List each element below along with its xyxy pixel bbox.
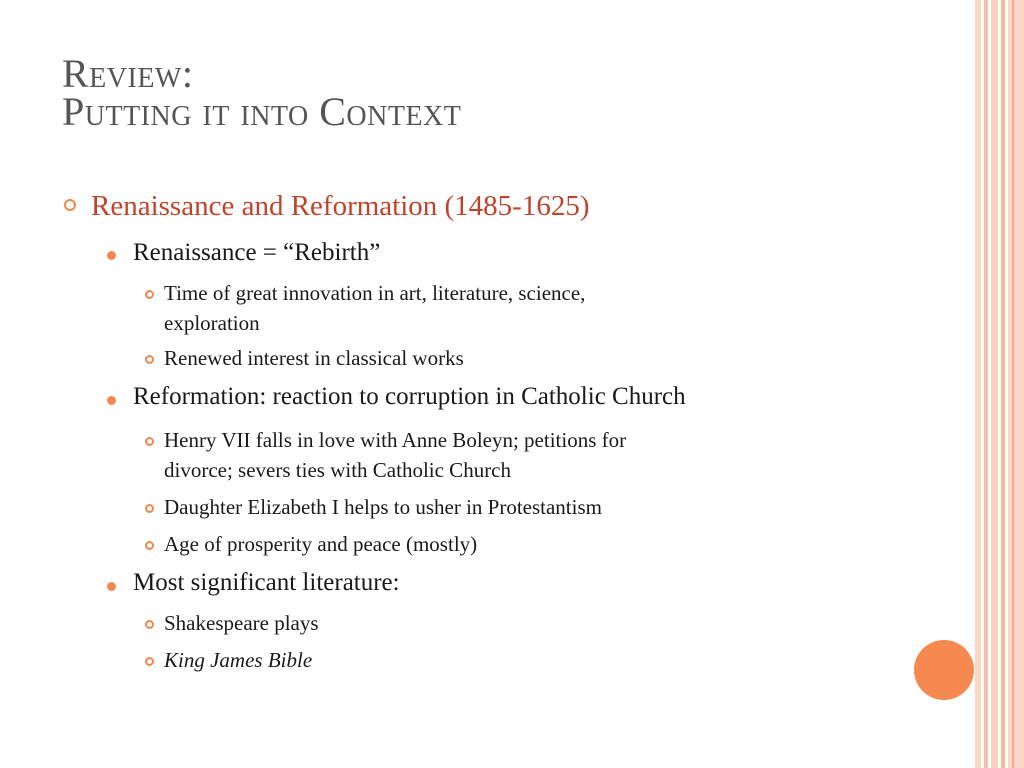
title-line-2: Putting it into Context: [62, 89, 462, 134]
sub-bullet: Time of great innovation in art, literature, science,: [164, 281, 586, 305]
ring-bullet-icon: [145, 657, 154, 666]
ring-bullet-icon: [145, 620, 154, 629]
ring-bullet-icon: [145, 504, 154, 513]
ring-bullet-icon: [145, 437, 154, 446]
ring-bullet-icon: [145, 541, 154, 550]
ring-bullet-icon: [145, 290, 154, 299]
bullet-literature: Most significant literature:: [133, 569, 400, 596]
section-heading: Renaissance and Reformation (1485-1625): [91, 190, 590, 222]
sub-bullet: Henry VII falls in love with Anne Boleyn; petitions for: [164, 428, 627, 452]
ring-bullet-icon: [145, 355, 154, 364]
sub-bullet: Daughter Elizabeth I helps to usher in Protestantism: [164, 495, 602, 519]
title-line-1: Review:: [62, 51, 194, 96]
dot-bullet-icon: [107, 582, 116, 591]
dot-bullet-icon: [107, 396, 116, 405]
ring-bullet-icon: [64, 199, 76, 211]
sub-bullet-continuation: divorce; severs ties with Catholic Church: [164, 458, 512, 482]
bullet-renaissance: Renaissance = “Rebirth”: [133, 239, 381, 266]
dot-bullet-icon: [107, 251, 116, 260]
bullet-reformation: Reformation: reaction to corruption in Catholic Church: [133, 383, 686, 410]
sub-bullet: Shakespeare plays: [164, 611, 319, 635]
sub-bullet-continuation: exploration: [164, 311, 260, 335]
sub-bullet: Renewed interest in classical works: [164, 346, 464, 370]
sub-bullet: Age of prosperity and peace (mostly): [164, 532, 478, 556]
sub-bullet: King James Bible: [164, 648, 313, 672]
